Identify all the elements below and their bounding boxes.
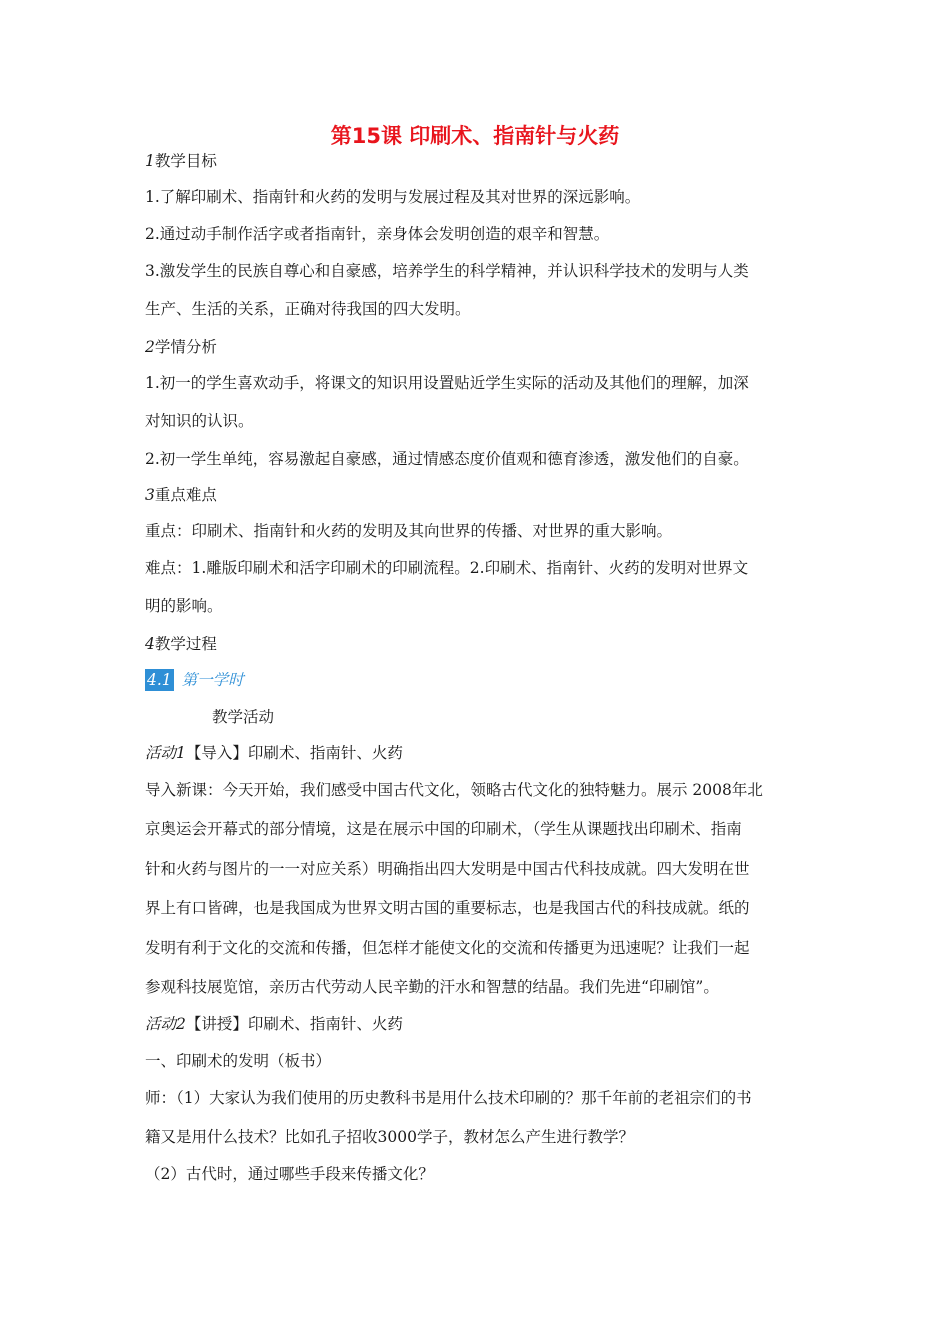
page-title: 第15课 印刷术、指南针与火药: [330, 124, 620, 148]
section-heading-2: [145, 336, 217, 358]
activity-text: 【导入】印刷术、指南针、火药: [185, 744, 403, 762]
paragraph: 难点：1.雕版印刷术和活字印刷术的印刷流程。2.印刷术、指南针、火药的发明对世界文: [145, 559, 749, 577]
section-heading-3: [145, 484, 217, 506]
paragraph: 重点：印刷术、指南针和火药的发明及其向世界的传播、对世界的重大影响。: [145, 522, 673, 540]
activity-1-heading: [145, 742, 403, 764]
section-label: 重点难点: [154, 486, 217, 504]
activity-heading: 教学活动: [212, 708, 275, 726]
section-heading-1: [145, 150, 217, 172]
section-heading-4: [145, 633, 217, 655]
section-label: 学情分析: [154, 338, 217, 356]
activity-2-heading: [145, 1013, 403, 1035]
activity-label: 活动1: [145, 744, 186, 762]
paragraph: 生产、生活的关系，正确对待我国的四大发明。: [145, 300, 471, 318]
paragraph: （2）古代时，通过哪些手段来传播文化？: [145, 1165, 434, 1183]
paragraph: 明的影响。: [145, 597, 223, 615]
subsection-number: 4.1: [147, 671, 172, 689]
paragraph: 1.初一的学生喜欢动手，将课文的知识用设置贴近学生实际的活动及其他们的理解，加深: [145, 374, 749, 392]
section-number: 2: [145, 338, 155, 356]
section-label: 教学目标: [154, 152, 217, 170]
paragraph: 京奥运会开幕式的部分情境，这是在展示中国的印刷术，（学生从课题找出印刷术、指南: [145, 820, 742, 838]
paragraph: 对知识的认识。: [145, 412, 254, 430]
paragraph: 导入新课：今天开始，我们感受中国古代文化，领略古代文化的独特魅力。展示 2008年北: [145, 781, 763, 799]
paragraph: 一、印刷术的发明（板书）: [145, 1052, 332, 1070]
paragraph: 针和火药与图片的一一对应关系）明确指出四大发明是中国古代科技成就。四大发明在世: [145, 860, 750, 878]
section-number: 1: [145, 152, 155, 170]
section-number: 3: [145, 486, 155, 504]
activity-text: 【讲授】印刷术、指南针、火药: [185, 1015, 403, 1033]
subsection-label: 第一学时: [181, 671, 244, 689]
paragraph: 2.初一学生单纯，容易激起自豪感，通过情感态度价值观和德育渗透，激发他们的自豪。: [145, 450, 749, 468]
paragraph: 师：（1）大家认为我们使用的历史教科书是用什么技术印刷的？那千年前的老祖宗们的书: [145, 1089, 752, 1107]
paragraph: 发明有利于文化的交流和传播，但怎样才能使文化的交流和传播更为迅速呢？让我们一起: [145, 939, 750, 957]
paragraph: 籍又是用什么技术？比如孔子招收3000学子，教材怎么产生进行教学？: [145, 1128, 634, 1146]
section-number: 4: [145, 635, 155, 653]
subsection-heading: [145, 669, 244, 691]
section-label: 教学过程: [154, 635, 217, 653]
paragraph: 2.通过动手制作活字或者指南针，亲身体会发明创造的艰辛和智慧。: [145, 225, 610, 243]
paragraph: 界上有口皆碑，也是我国成为世界文明古国的重要标志，也是我国古代的科技成就。纸的: [145, 899, 750, 917]
paragraph: 参观科技展览馆，亲历古代劳动人民辛勤的汗水和智慧的结晶。我们先进“印刷馆”。: [145, 978, 719, 996]
paragraph: 3.激发学生的民族自尊心和自豪感，培养学生的科学精神，并认识科学技术的发明与人类: [145, 262, 749, 280]
paragraph: 1.了解印刷术、指南针和火药的发明与发展过程及其对世界的深远影响。: [145, 188, 641, 206]
activity-label: 活动2: [145, 1015, 186, 1033]
